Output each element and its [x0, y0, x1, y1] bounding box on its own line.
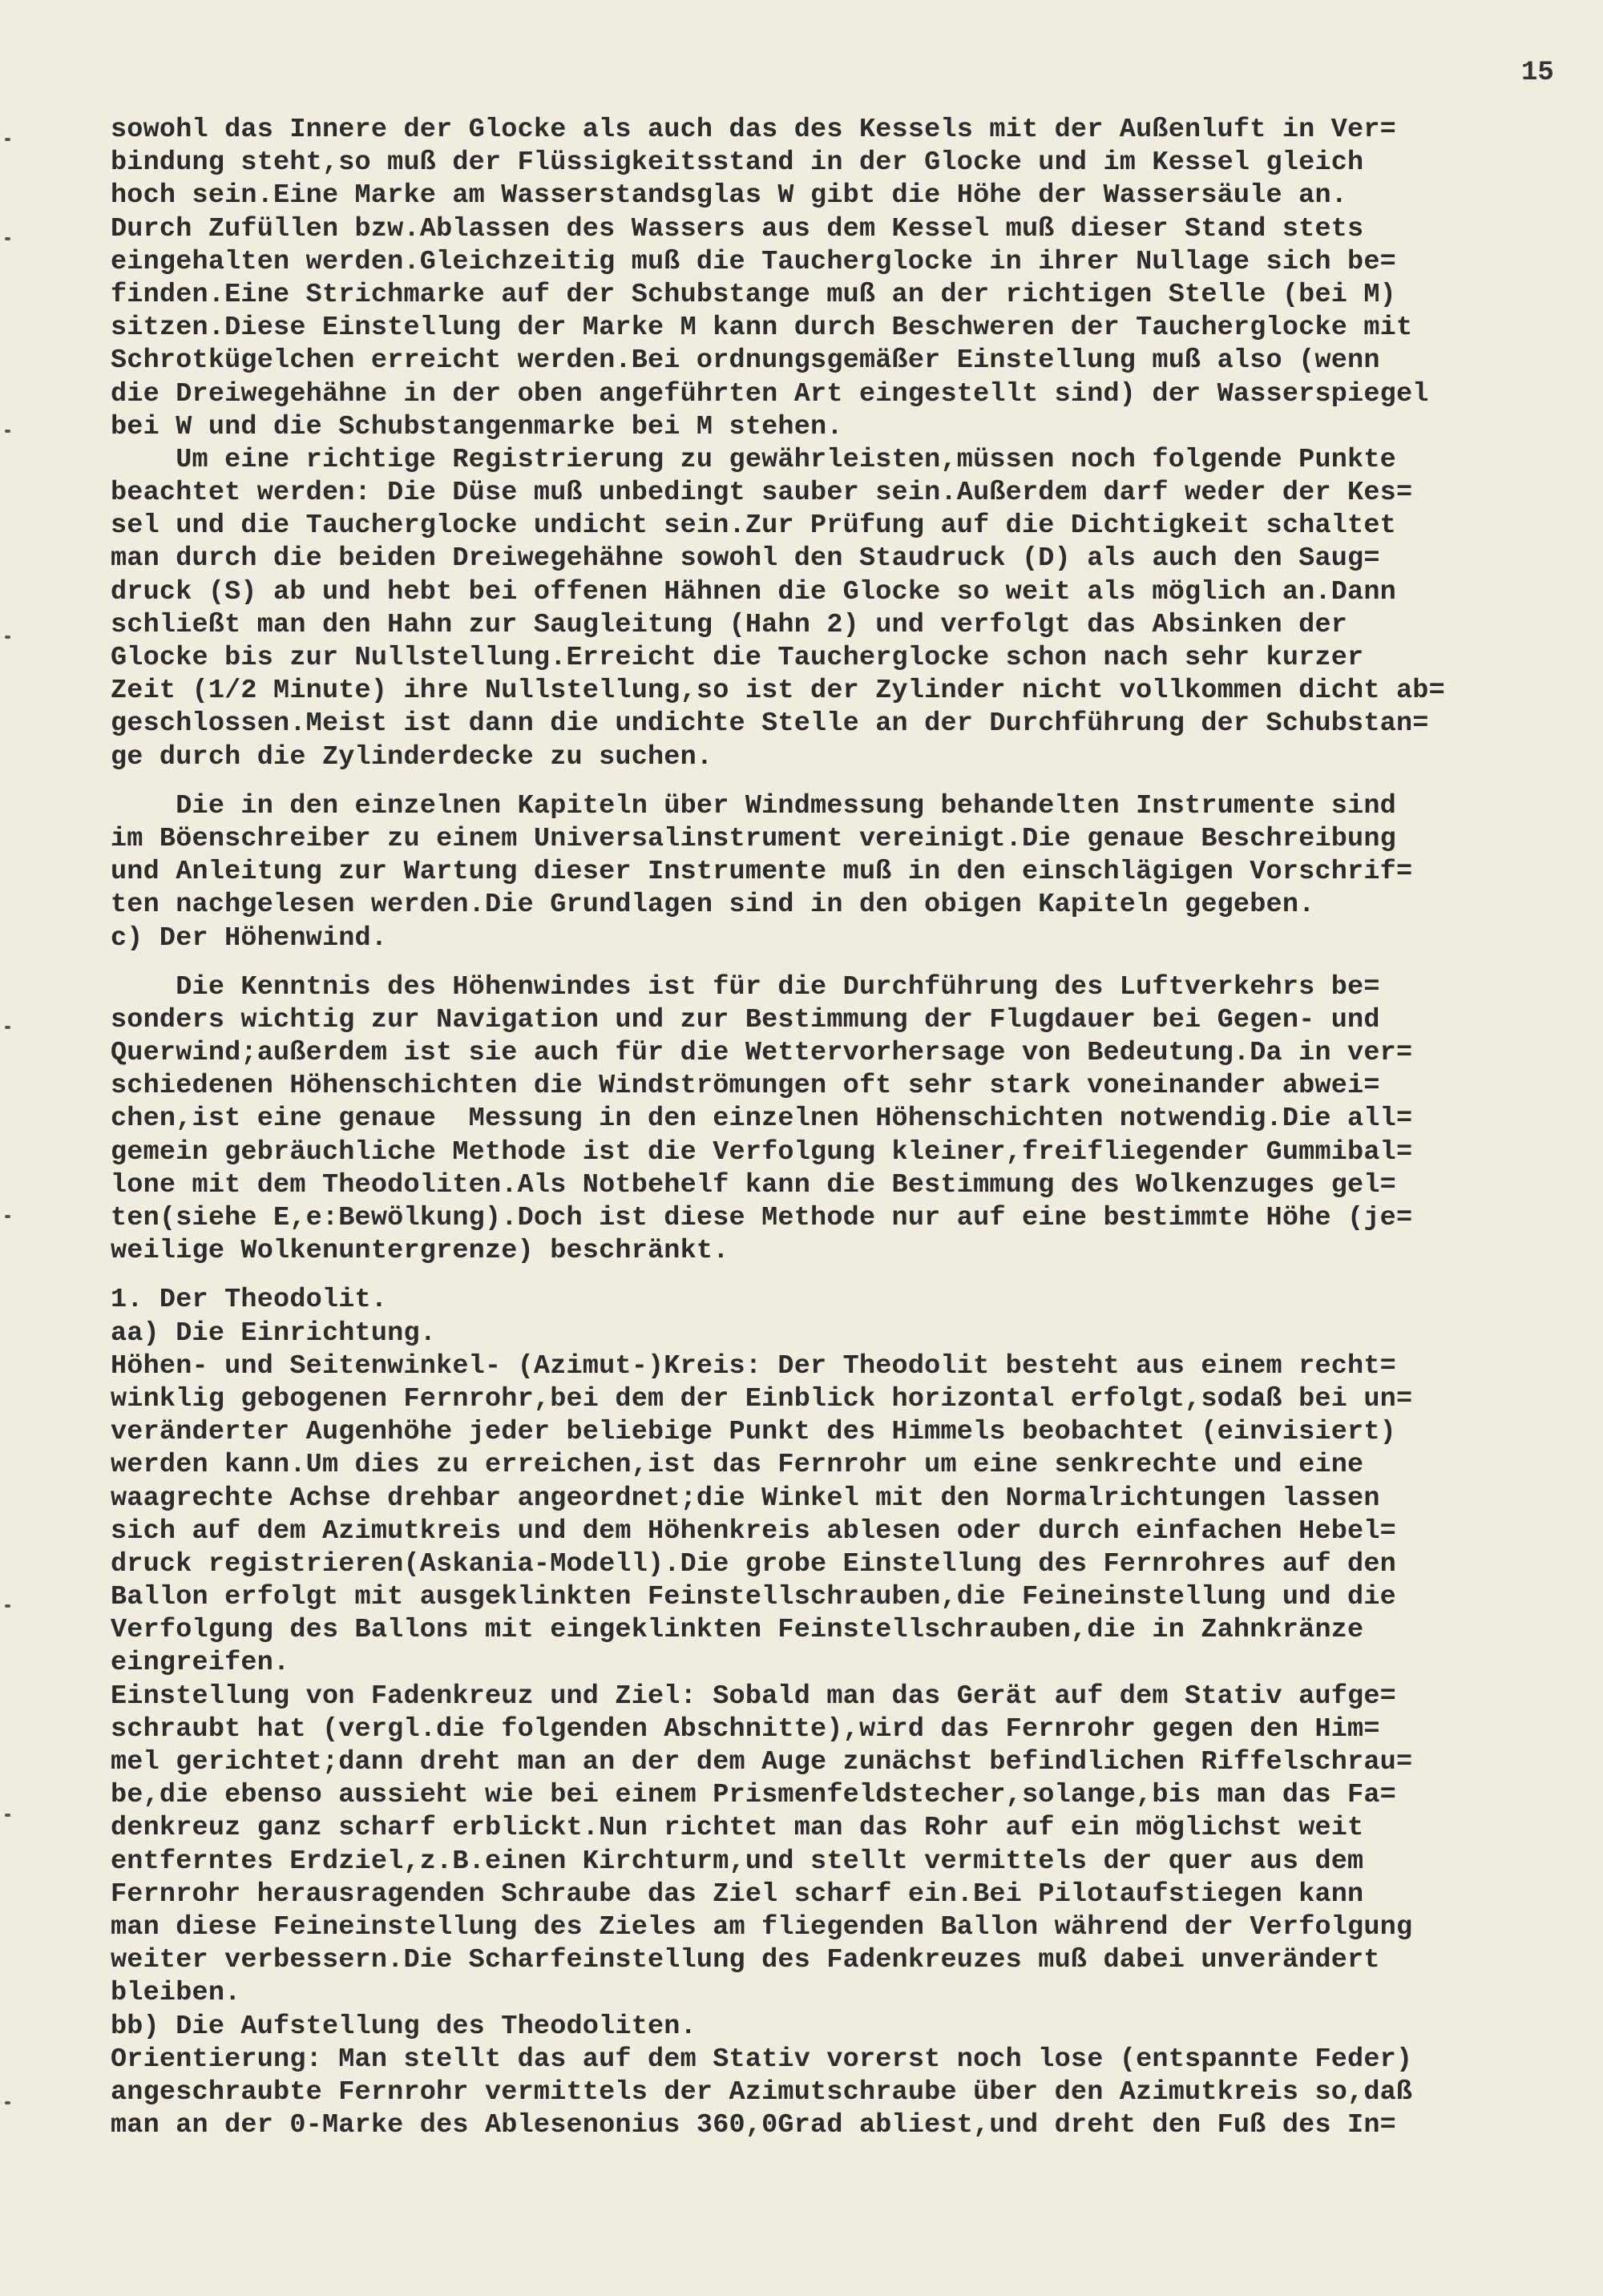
- text-line: Um eine richtige Registrierung zu gewährleisten,müssen noch folgende Punkte: [111, 444, 1396, 475]
- text-line: [111, 1268, 1589, 1284]
- text-line: man an der 0-Marke des Ablesenonius 360,0Grad abliest,und dreht den Fuß des In=: [111, 2110, 1396, 2141]
- text-line: Glocke bis zur Nullstellung.Erreicht die Taucherglocke schon nach sehr kurzer: [111, 643, 1364, 673]
- document-body: [111, 114, 1589, 2142]
- text-line: Die in den einzelnen Kapiteln über Windmessung behandelten Instrumente sind: [111, 790, 1396, 821]
- margin-mark: [5, 1215, 10, 1218]
- text-line: Fernrohr herausragenden Schraube das Ziel scharf ein.Bei Pilotaufstiegen kann: [111, 1878, 1364, 1910]
- text-line: lone mit dem Theodoliten.Als Notbehelf kann die Bestimmung des Wolkenzuges gel=: [111, 1169, 1396, 1200]
- text-line: druck registrieren(Askania-Modell).Die grobe Einstellung des Fernrohres auf den: [111, 1548, 1396, 1580]
- text-line: Verfolgung des Ballons mit eingeklinkten Feinstellschrauben,die in Zahnkränze: [111, 1615, 1364, 1646]
- margin-mark: [5, 1814, 10, 1817]
- text-line: schraubt hat (vergl.die folgenden Abschnitte),wird das Fernrohr gegen den Him=: [111, 1713, 1380, 1745]
- text-line: gemein gebräuchliche Methode ist die Verfolgung kleiner,freifliegender Gummibal=: [111, 1136, 1413, 1168]
- text-line: weilige Wolkenuntergrenze) beschränkt.: [111, 1236, 729, 1267]
- text-line: schließt man den Hahn zur Saugleitung (Hahn 2) und verfolgt das Absinken der: [111, 609, 1348, 640]
- text-line: bb) Die Aufstellung des Theodoliten.: [111, 2011, 697, 2042]
- text-line: weiter verbessern.Die Scharfeinstellung des Fadenkreuzes muß dabei unverändert: [111, 1945, 1380, 1976]
- text-line: eingehalten werden.Gleichzeitig muß die Taucherglocke in ihrer Nullage sich be=: [111, 246, 1396, 277]
- text-line: beachtet werden: Die Düse muß unbedingt sauber sein.Außerdem darf weder der Kes=: [111, 478, 1413, 509]
- text-line: sich auf dem Azimutkreis und dem Höhenkreis ablesen oder durch einfachen Hebel=: [111, 1515, 1396, 1547]
- text-line: hoch sein.Eine Marke am Wasserstandsglas W gibt die Höhe der Wassersäule an.: [111, 180, 1348, 212]
- text-line: Zeit (1/2 Minute) ihre Nullstellung,so ist der Zylinder nicht vollkommen dicht ab=: [111, 676, 1445, 707]
- text-line: geschlossen.Meist ist dann die undichte Stelle an der Durchführung der Schubstan=: [111, 708, 1429, 740]
- text-line: Höhen- und Seitenwinkel- (Azimut-)Kreis: Der Theodolit besteht aus einem recht=: [111, 1350, 1396, 1382]
- text-line: sel und die Taucherglocke undicht sein.Zur Prüfung auf die Dichtigkeit schaltet: [111, 510, 1396, 542]
- text-line: entferntes Erdziel,z.B.einen Kirchturm,und stellt vermittels der quer aus dem: [111, 1846, 1364, 1877]
- text-line: [111, 774, 1589, 790]
- text-line: bindung steht,so muß der Flüssigkeitsstand in der Glocke und im Kessel gleich: [111, 147, 1364, 179]
- text-line: sitzen.Diese Einstellung der Marke M kann durch Beschweren der Taucherglocke mit: [111, 313, 1413, 344]
- text-line: im Böenschreiber zu einem Universalinstrument vereinigt.Die genaue Beschreibung: [111, 823, 1396, 854]
- text-line: [111, 955, 1589, 971]
- text-line: mel gerichtet;dann dreht man an der dem Auge zunächst befindlichen Riffelschrau=: [111, 1747, 1413, 1777]
- text-line: Orientierung: Man stellt das auf dem Stativ vorerst noch lose (entspannte Feder): [111, 2044, 1413, 2075]
- text-line: eingreifen.: [111, 1648, 290, 1679]
- text-line: druck (S) ab und hebt bei offenen Hähnen die Glocke so weit als möglich an.Dann: [111, 576, 1396, 607]
- margin-mark: [5, 237, 10, 240]
- text-line: angeschraubte Fernrohr vermittels der Azimutschraube über den Azimutkreis so,daß: [111, 2076, 1413, 2108]
- text-line: 1. Der Theodolit.: [111, 1285, 388, 1316]
- page-number: 15: [1521, 58, 1554, 88]
- text-line: Schrotkügelchen erreicht werden.Bei ordnungsgemäßer Einstellung muß also (wenn: [111, 345, 1380, 377]
- text-line: chen,ist eine genaue Messung in den einzelnen Höhenschichten notwendig.Die all=: [111, 1104, 1413, 1135]
- text-line: Ballon erfolgt mit ausgeklinkten Feinstellschrauben,die Feineinstellung und die: [111, 1582, 1396, 1613]
- text-line: denkreuz ganz scharf erblickt.Nun richtet man das Rohr auf ein möglichst weit: [111, 1813, 1364, 1844]
- text-line: sonders wichtig zur Navigation und zur Bestimmung der Flugdauer bei Gegen- und: [111, 1004, 1380, 1035]
- text-line: ten(siehe E,e:Bewölkung).Doch ist diese Methode nur auf eine bestimmte Höhe (je=: [111, 1203, 1413, 1233]
- text-line: man diese Feineinstellung des Zieles am fliegenden Ballon während der Verfolgung: [111, 1911, 1413, 1943]
- text-line: c) Der Höhenwind.: [111, 922, 388, 954]
- text-line: Einstellung von Fadenkreuz und Ziel: Sobald man das Gerät auf dem Stativ aufge=: [111, 1681, 1396, 1712]
- margin-mark: [5, 138, 10, 141]
- margin-mark: [5, 636, 10, 639]
- text-line: bei W und die Schubstangenmarke bei M stehen.: [111, 411, 843, 442]
- text-line: ten nachgelesen werden.Die Grundlagen sind in den obigen Kapiteln gegeben.: [111, 890, 1315, 921]
- text-line: veränderter Augenhöhe jeder beliebige Punkt des Himmels beobachtet (einvisiert): [111, 1417, 1396, 1448]
- text-line: aa) Die Einrichtung.: [111, 1317, 437, 1349]
- text-line: man durch die beiden Dreiwegehähne sowohl den Staudruck (D) als auch den Saug=: [111, 543, 1380, 575]
- margin-mark: [5, 1026, 10, 1029]
- text-line: ge durch die Zylinderdecke zu suchen.: [111, 741, 713, 773]
- text-line: Durch Zufüllen bzw.Ablassen des Wassers aus dem Kessel muß dieser Stand stets: [111, 213, 1364, 244]
- text-line: waagrechte Achse drehbar angeordnet;die Winkel mit den Normalrichtungen lassen: [111, 1483, 1380, 1514]
- margin-mark: [5, 2101, 10, 2104]
- text-line: winklig gebogenen Fernrohr,bei dem der Einblick horizontal erfolgt,sodaß bei un=: [111, 1383, 1413, 1414]
- margin-mark: [5, 430, 10, 433]
- margin-mark: [5, 1604, 10, 1608]
- text-line: sowohl das Innere der Glocke als auch das des Kessels mit der Außenluft in Ver=: [111, 115, 1396, 145]
- text-line: und Anleitung zur Wartung dieser Instrumente muß in den einschlägigen Vorschrif=: [111, 857, 1413, 888]
- text-line: Querwind;außerdem ist sie auch für die Wettervorhersage von Bedeutung.Da in ver=: [111, 1038, 1413, 1069]
- text-line: bleiben.: [111, 1978, 241, 2009]
- text-line: werden kann.Um dies zu erreichen,ist das Fernrohr um eine senkrechte und eine: [111, 1450, 1364, 1481]
- text-line: finden.Eine Strichmarke auf der Schubstange muß an der richtigen Stelle (bei M): [111, 279, 1396, 310]
- text-line: Die Kenntnis des Höhenwindes ist für die Durchführung des Luftverkehrs be=: [111, 971, 1380, 1003]
- text-line: be,die ebenso aussieht wie bei einem Prismenfeldstecher,solange,bis man das Fa=: [111, 1780, 1396, 1811]
- text-line: die Dreiwegehähne in der oben angeführten Art eingestellt sind) der Wasserspiegel: [111, 378, 1429, 410]
- text-line: schiedenen Höhenschichten die Windströmungen oft sehr stark voneinander abwei=: [111, 1071, 1380, 1102]
